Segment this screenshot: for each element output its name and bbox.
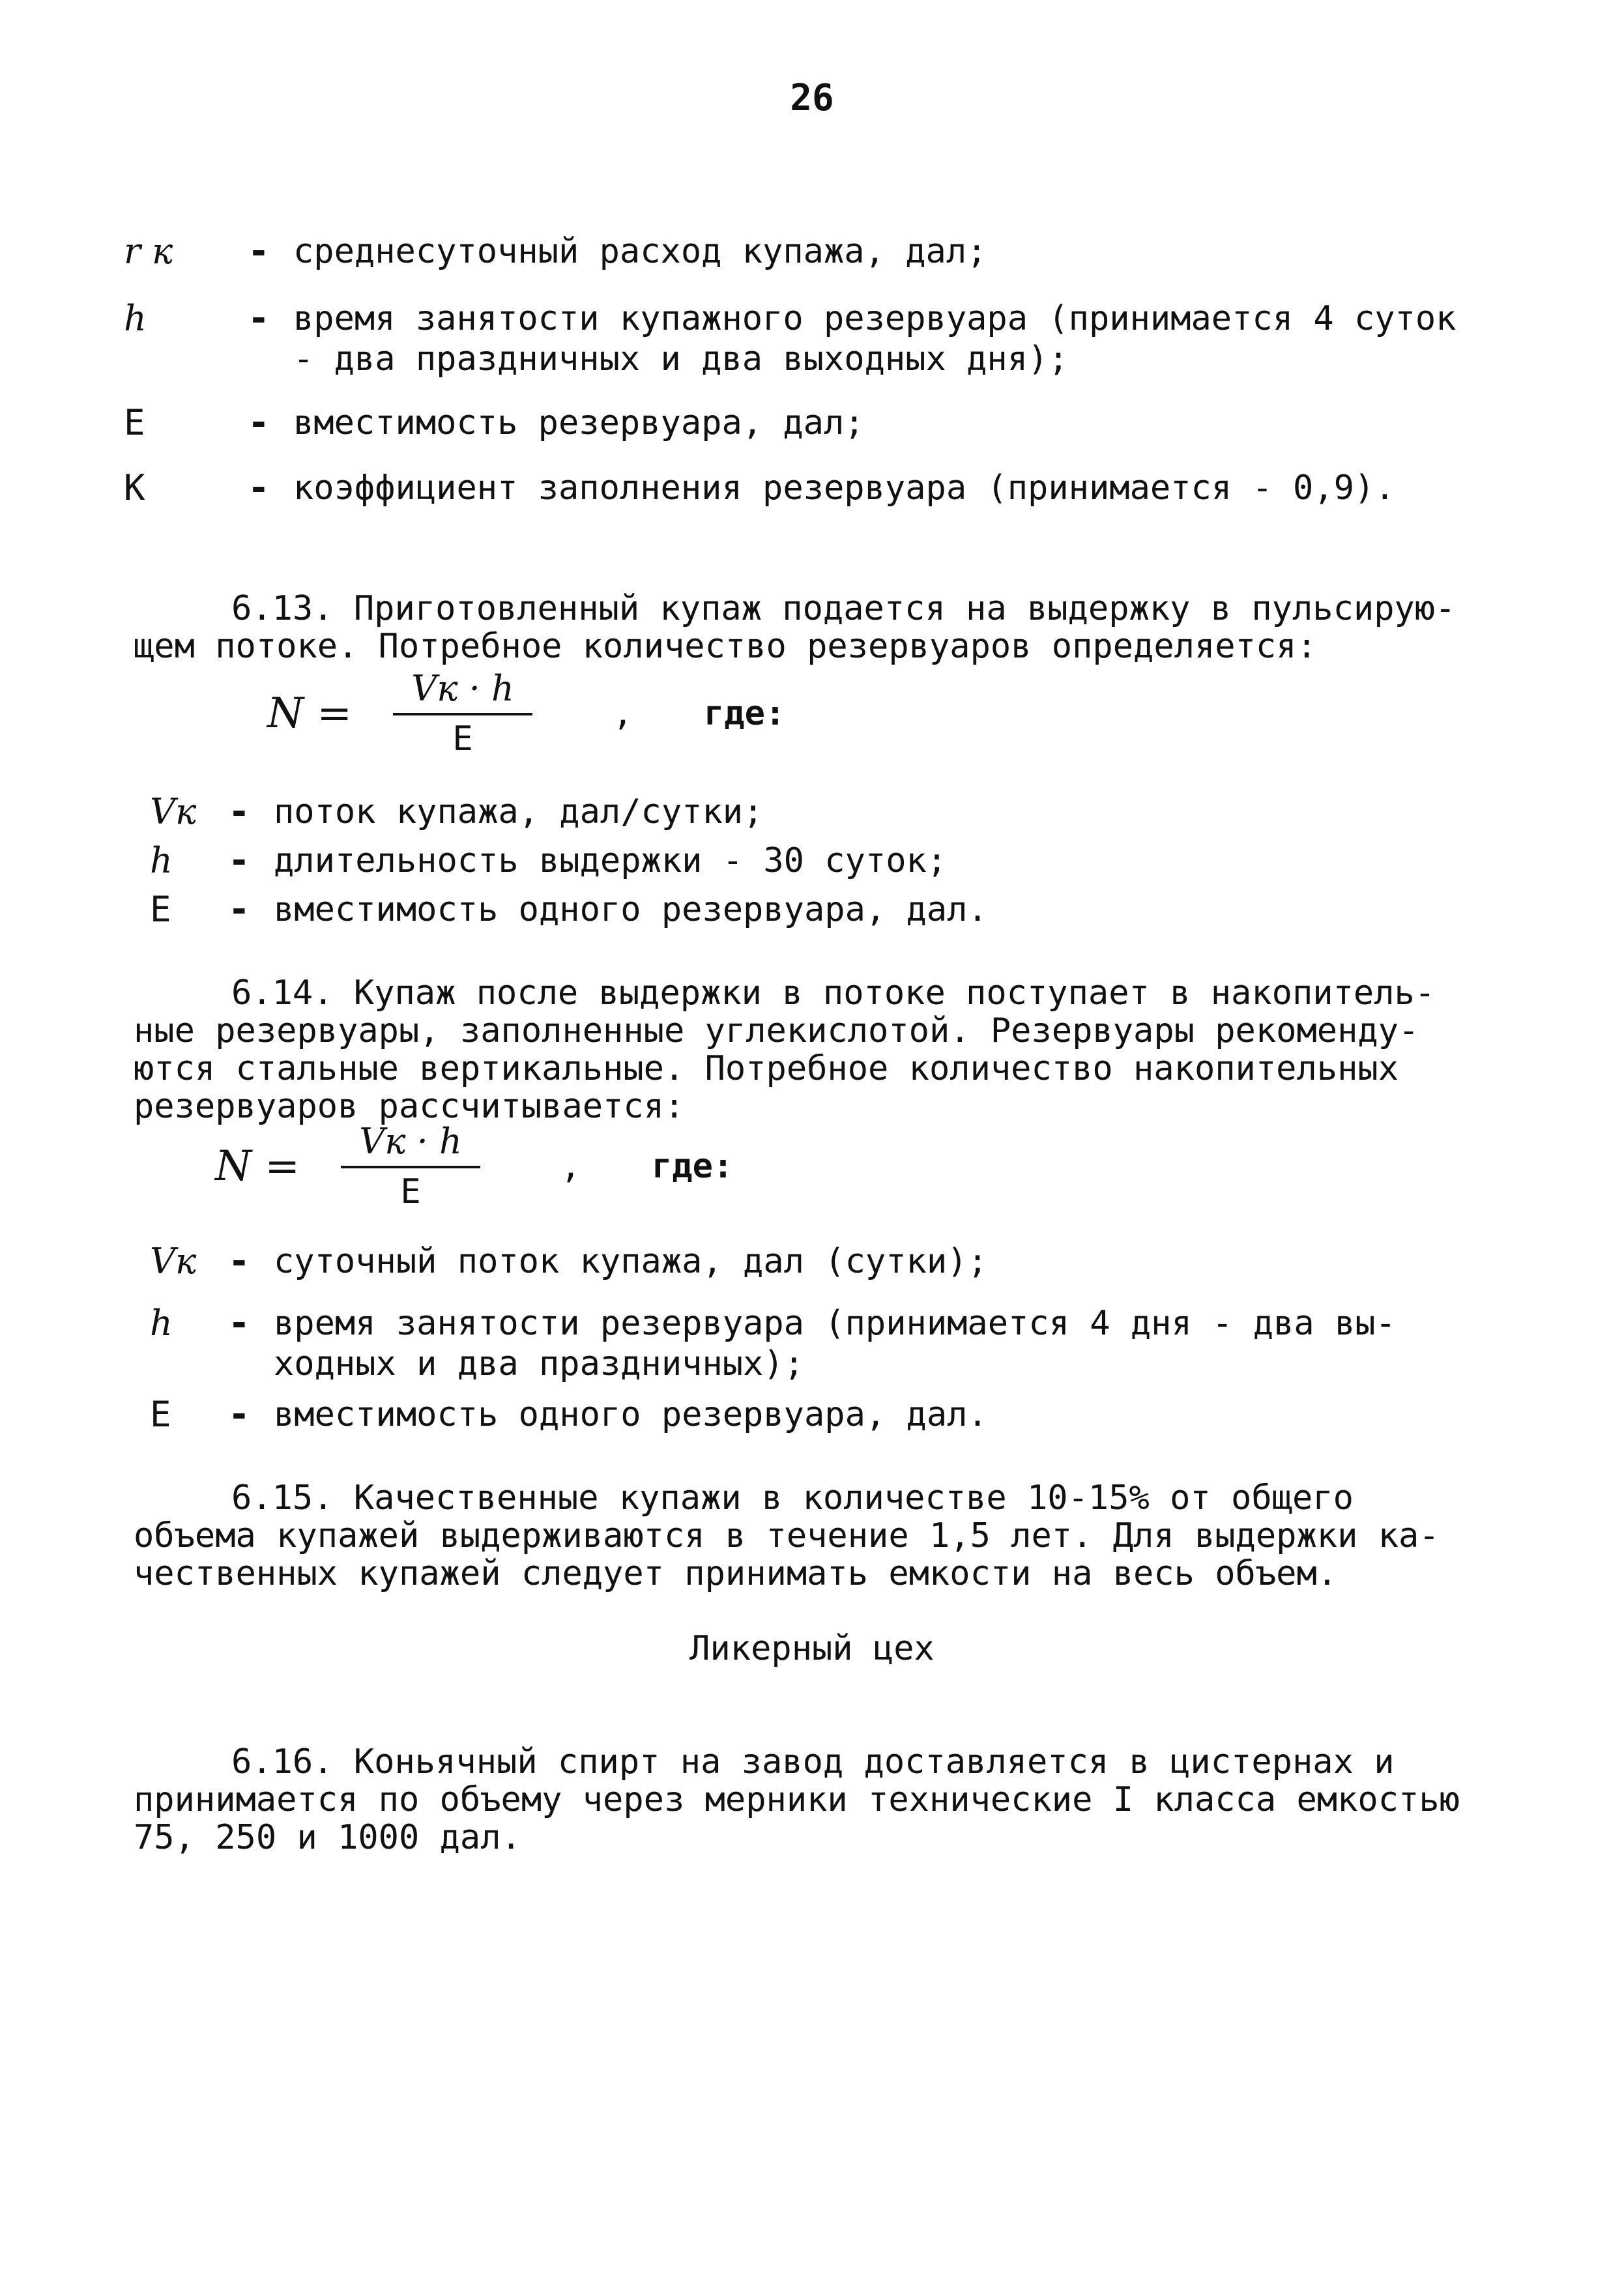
definition-text: поток купажа, дал/сутки; xyxy=(274,792,764,831)
definition-symbol: h xyxy=(150,840,173,881)
paragraph-text: Коньячный спирт на завод доставляется в цистернах и принимается по объему через мерники технические I класса емкостью 75, 250 и 1000 дал. xyxy=(134,1742,1460,1857)
paragraph-text: Качественные купажи в количестве 10-15% от общего объема купажей выдерживаются в течение 1,5 лет. Для выдержки ка- чественных купажей следует принимать емкости на весь объем. xyxy=(134,1479,1440,1593)
definition-text: суточный поток купажа, дал (сутки); xyxy=(274,1242,988,1281)
formula-comma: , xyxy=(560,1146,581,1186)
formula-denominator: Е xyxy=(452,719,473,758)
definition-h xyxy=(124,298,1456,379)
definition-dash: - xyxy=(248,230,270,272)
section-heading: Ликерный цех xyxy=(689,1629,935,1668)
paragraph-number: 6.15. xyxy=(231,1479,334,1518)
formula-lhs: N = xyxy=(267,689,352,738)
definition-dash: - xyxy=(228,839,250,882)
definition-symbol: Vк xyxy=(150,1241,197,1282)
definition-text: вместимость одного резервуара, дал. xyxy=(274,1395,988,1434)
definition-k xyxy=(124,468,1395,508)
definition-dash: - xyxy=(228,1393,250,1436)
paragraph-6-16 xyxy=(134,1743,1460,1856)
formula-6-14 xyxy=(215,1121,733,1211)
paragraph-number: 6.14. xyxy=(231,974,334,1013)
definition-symbol: r к xyxy=(124,231,173,272)
definition-rk xyxy=(124,231,987,272)
definition-text: коэффициент заполнения резервуара (принимается - 0,9). xyxy=(293,469,1395,508)
definition-e xyxy=(150,1394,988,1435)
definition-symbol: К xyxy=(124,467,145,508)
definition-e xyxy=(150,889,988,930)
formula-denominator: Е xyxy=(400,1172,421,1211)
paragraph-number: 6.16. xyxy=(231,1742,334,1782)
paragraph-text: Купаж после выдержки в потоке поступает в накопитель- ные резервуары, заполненные углекислотой. Резервуары рекоменду- ются стальные вертикальные. Потребное количество накопительных резервуаров рассчитывается: xyxy=(134,974,1436,1126)
definition-h xyxy=(150,1303,1396,1384)
definition-dash: - xyxy=(248,467,270,509)
definition-text: вместимость одного резервуара, дал. xyxy=(274,890,988,929)
definition-symbol: h xyxy=(124,298,147,339)
formula-where-label: где: xyxy=(652,1146,734,1186)
formula-lhs: N = xyxy=(215,1142,300,1191)
formula-fraction xyxy=(313,1121,508,1211)
definition-text: длительность выдержки - 30 суток; xyxy=(274,841,948,880)
definition-dash: - xyxy=(228,888,250,931)
definition-text: вместимость резервуара, дал; xyxy=(293,403,865,442)
definition-dash: - xyxy=(248,297,270,339)
page-number: 26 xyxy=(790,77,834,119)
definition-dash: - xyxy=(228,790,250,833)
paragraph-6-15 xyxy=(134,1479,1440,1593)
definition-text: среднесуточный расход купажа, дал; xyxy=(293,232,987,271)
definition-dash: - xyxy=(228,1302,250,1344)
definition-text: время занятости купажного резервуара (принимается 4 суток - два праздничных и два выходных дня); xyxy=(293,299,1457,379)
formula-fraction xyxy=(365,668,560,758)
paragraph-number: 6.13. xyxy=(231,589,334,628)
formula-where-label: где: xyxy=(704,693,786,733)
definition-symbol: h xyxy=(150,1303,173,1344)
definition-symbol: Е xyxy=(124,402,145,443)
definition-vk xyxy=(150,1241,988,1282)
formula-comma: , xyxy=(613,693,633,733)
paragraph-6-13 xyxy=(134,590,1455,665)
definition-symbol: Vк xyxy=(150,791,197,832)
formula-6-13 xyxy=(267,668,785,758)
definition-h xyxy=(150,841,947,881)
definition-symbol: Е xyxy=(150,1394,171,1435)
definition-dash: - xyxy=(228,1240,250,1282)
definition-e xyxy=(124,403,865,443)
formula-numerator: Vк · h xyxy=(393,668,532,715)
definition-symbol: Е xyxy=(150,889,171,930)
definition-dash: - xyxy=(248,401,270,444)
definition-text: время занятости резервуара (принимается 4 дня - два вы- ходных и два праздничных); xyxy=(274,1304,1396,1383)
paragraph-6-14 xyxy=(134,974,1435,1125)
paragraph-text: Приготовленный купаж подается на выдержку в пульсирую- щем потоке. Потребное количество резервуаров определяется: xyxy=(134,589,1456,666)
definition-vk xyxy=(150,792,763,832)
formula-numerator: Vк · h xyxy=(341,1121,480,1168)
